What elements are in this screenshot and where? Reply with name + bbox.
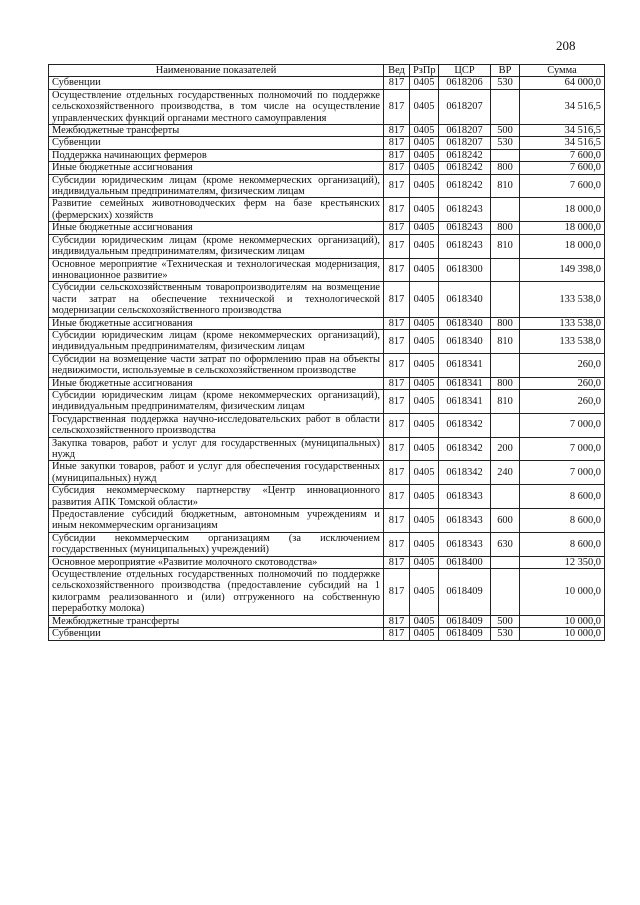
cell-sum: 18 000,0	[520, 222, 605, 234]
table-row	[49, 174, 605, 198]
cell-vr: 500	[491, 615, 520, 627]
cell-ved: 817	[384, 162, 410, 174]
cell-csr: 0618343	[439, 485, 491, 509]
cell-vr: 530	[491, 628, 520, 640]
cell-sum: 133 538,0	[520, 282, 605, 317]
cell-sum: 34 516,5	[520, 89, 605, 124]
cell-csr: 0618207	[439, 137, 491, 149]
table-row	[49, 77, 605, 89]
cell-sum: 10 000,0	[520, 569, 605, 616]
table-row	[49, 149, 605, 161]
cell-csr: 0618342	[439, 437, 491, 461]
cell-rzpr: 0405	[410, 222, 439, 234]
cell-csr: 0618343	[439, 532, 491, 556]
table-row	[49, 258, 605, 282]
cell-name: Субвенции	[49, 137, 384, 149]
cell-ved: 817	[384, 532, 410, 556]
cell-ved: 817	[384, 628, 410, 640]
cell-sum: 8 600,0	[520, 485, 605, 509]
cell-vr	[491, 353, 520, 377]
cell-sum: 12 350,0	[520, 556, 605, 568]
table-row	[49, 329, 605, 353]
cell-ved: 817	[384, 437, 410, 461]
cell-vr	[491, 198, 520, 222]
cell-rzpr: 0405	[410, 317, 439, 329]
cell-ved: 817	[384, 353, 410, 377]
table-row	[49, 389, 605, 413]
table-row	[49, 485, 605, 509]
cell-vr	[491, 413, 520, 437]
header-name: Наименование показателей	[49, 65, 384, 77]
table-row	[49, 532, 605, 556]
cell-sum: 18 000,0	[520, 234, 605, 258]
cell-name: Межбюджетные трансферты	[49, 125, 384, 137]
cell-csr: 0618242	[439, 149, 491, 161]
cell-sum: 8 600,0	[520, 509, 605, 533]
cell-vr	[491, 485, 520, 509]
cell-rzpr: 0405	[410, 198, 439, 222]
table-row	[49, 282, 605, 317]
cell-csr: 0618243	[439, 198, 491, 222]
budget-table	[48, 64, 605, 641]
cell-vr: 240	[491, 461, 520, 485]
cell-vr: 530	[491, 137, 520, 149]
cell-ved: 817	[384, 149, 410, 161]
header-vr: ВР	[491, 65, 520, 77]
cell-name: Государственная поддержка научно-исследовательских работ в области сельскохозяйственного производства	[49, 413, 384, 437]
cell-rzpr: 0405	[410, 437, 439, 461]
cell-csr: 0618409	[439, 569, 491, 616]
cell-name: Субсидии юридическим лицам (кроме некоммерческих организаций), индивидуальным предпринимателям, физическим лицам	[49, 174, 384, 198]
cell-rzpr: 0405	[410, 461, 439, 485]
cell-csr: 0618341	[439, 389, 491, 413]
cell-vr: 800	[491, 317, 520, 329]
table-row	[49, 437, 605, 461]
cell-csr: 0618409	[439, 615, 491, 627]
cell-rzpr: 0405	[410, 532, 439, 556]
cell-rzpr: 0405	[410, 413, 439, 437]
cell-name: Иные бюджетные ассигнования	[49, 162, 384, 174]
cell-rzpr: 0405	[410, 377, 439, 389]
header-csr: ЦСР	[439, 65, 491, 77]
cell-csr: 0618206	[439, 77, 491, 89]
cell-csr: 0618341	[439, 353, 491, 377]
cell-rzpr: 0405	[410, 569, 439, 616]
cell-name: Развитие семейных животноводческих ферм на базе крестьянских (фермерских) хозяйств	[49, 198, 384, 222]
cell-ved: 817	[384, 198, 410, 222]
cell-csr: 0618409	[439, 628, 491, 640]
page-number: 208	[556, 38, 576, 53]
cell-name: Субсидии юридическим лицам (кроме некоммерческих организаций), индивидуальным предпринимателям, физическим лицам	[49, 329, 384, 353]
cell-sum: 34 516,5	[520, 125, 605, 137]
cell-ved: 817	[384, 329, 410, 353]
table-row	[49, 413, 605, 437]
cell-vr	[491, 89, 520, 124]
cell-name: Осуществление отдельных государственных полномочий по поддержке сельскохозяйственного производства (предоставление субсидий на 1 килограмм реализованного и (или) отгруженного на собственную переработку молока)	[49, 569, 384, 616]
cell-ved: 817	[384, 461, 410, 485]
cell-sum: 133 538,0	[520, 317, 605, 329]
cell-name: Осуществление отдельных государственных полномочий по поддержке сельскохозяйственного производства, в том числе на осуществление управленческих функций органами местного самоуправления	[49, 89, 384, 124]
table-row	[49, 377, 605, 389]
cell-name: Основное мероприятие «Техническая и технологическая модернизация, инновационное развитие»	[49, 258, 384, 282]
cell-name: Субсидии на возмещение части затрат по оформлению прав на объекты недвижимости, используемые в сельскохозяйственном производстве	[49, 353, 384, 377]
cell-rzpr: 0405	[410, 174, 439, 198]
cell-sum: 8 600,0	[520, 532, 605, 556]
cell-vr: 200	[491, 437, 520, 461]
table-row	[49, 137, 605, 149]
cell-rzpr: 0405	[410, 77, 439, 89]
cell-ved: 817	[384, 413, 410, 437]
cell-vr: 810	[491, 389, 520, 413]
cell-csr: 0618341	[439, 377, 491, 389]
cell-vr: 810	[491, 234, 520, 258]
cell-name: Субвенции	[49, 628, 384, 640]
cell-vr: 630	[491, 532, 520, 556]
cell-ved: 817	[384, 77, 410, 89]
cell-rzpr: 0405	[410, 234, 439, 258]
table-row	[49, 556, 605, 568]
table-row	[49, 198, 605, 222]
cell-ved: 817	[384, 377, 410, 389]
table-row	[49, 461, 605, 485]
cell-csr: 0618340	[439, 329, 491, 353]
cell-rzpr: 0405	[410, 282, 439, 317]
cell-rzpr: 0405	[410, 329, 439, 353]
cell-vr: 500	[491, 125, 520, 137]
cell-name: Субсидия некоммерческому партнерству «Центр инновационного развития АПК Томской области»	[49, 485, 384, 509]
header-rzpr: РзПр	[410, 65, 439, 77]
cell-csr: 0618300	[439, 258, 491, 282]
cell-vr: 530	[491, 77, 520, 89]
cell-sum: 7 000,0	[520, 461, 605, 485]
cell-sum: 10 000,0	[520, 615, 605, 627]
cell-csr: 0618342	[439, 413, 491, 437]
cell-name: Иные бюджетные ассигнования	[49, 222, 384, 234]
cell-csr: 0618207	[439, 89, 491, 124]
cell-ved: 817	[384, 282, 410, 317]
table-row	[49, 234, 605, 258]
cell-sum: 10 000,0	[520, 628, 605, 640]
cell-ved: 817	[384, 569, 410, 616]
cell-name: Субсидии сельскохозяйственным товаропроизводителям на возмещение части затрат на обеспечение технической и технологической модернизации сельскохозяйственного производства	[49, 282, 384, 317]
cell-vr: 810	[491, 174, 520, 198]
header-sum: Сумма	[520, 65, 605, 77]
cell-ved: 817	[384, 174, 410, 198]
table-header-row	[49, 65, 605, 77]
cell-rzpr: 0405	[410, 615, 439, 627]
cell-name: Субсидии юридическим лицам (кроме некоммерческих организаций), индивидуальным предпринимателям, физическим лицам	[49, 389, 384, 413]
cell-ved: 817	[384, 89, 410, 124]
cell-name: Иные бюджетные ассигнования	[49, 377, 384, 389]
cell-csr: 0618340	[439, 317, 491, 329]
cell-vr	[491, 556, 520, 568]
cell-ved: 817	[384, 222, 410, 234]
table-row	[49, 222, 605, 234]
cell-csr: 0618243	[439, 222, 491, 234]
cell-vr: 810	[491, 329, 520, 353]
cell-sum: 34 516,5	[520, 137, 605, 149]
table-row	[49, 162, 605, 174]
cell-rzpr: 0405	[410, 137, 439, 149]
cell-sum: 260,0	[520, 377, 605, 389]
cell-sum: 7 000,0	[520, 413, 605, 437]
cell-vr: 600	[491, 509, 520, 533]
cell-ved: 817	[384, 389, 410, 413]
cell-sum: 133 538,0	[520, 329, 605, 353]
cell-name: Субсидии некоммерческим организациям (за исключением государственных (муниципальных) учреждений)	[49, 532, 384, 556]
cell-rzpr: 0405	[410, 258, 439, 282]
cell-rzpr: 0405	[410, 353, 439, 377]
cell-name: Межбюджетные трансферты	[49, 615, 384, 627]
cell-rzpr: 0405	[410, 485, 439, 509]
cell-vr: 800	[491, 222, 520, 234]
table-row	[49, 89, 605, 124]
cell-rzpr: 0405	[410, 509, 439, 533]
table-row	[49, 317, 605, 329]
cell-csr: 0618242	[439, 174, 491, 198]
cell-ved: 817	[384, 615, 410, 627]
cell-name: Субсидии юридическим лицам (кроме некоммерческих организаций), индивидуальным предпринимателям, физическим лицам	[49, 234, 384, 258]
cell-sum: 260,0	[520, 353, 605, 377]
cell-csr: 0618400	[439, 556, 491, 568]
cell-csr: 0618340	[439, 282, 491, 317]
table-row	[49, 125, 605, 137]
cell-rzpr: 0405	[410, 556, 439, 568]
cell-name: Субвенции	[49, 77, 384, 89]
cell-name: Иные закупки товаров, работ и услуг для обеспечения государственных (муниципальных) нужд	[49, 461, 384, 485]
cell-sum: 64 000,0	[520, 77, 605, 89]
cell-vr	[491, 258, 520, 282]
cell-csr: 0618207	[439, 125, 491, 137]
cell-vr	[491, 569, 520, 616]
cell-rzpr: 0405	[410, 389, 439, 413]
cell-sum: 260,0	[520, 389, 605, 413]
cell-name: Основное мероприятие «Развитие молочного скотоводства»	[49, 556, 384, 568]
cell-ved: 817	[384, 509, 410, 533]
cell-rzpr: 0405	[410, 149, 439, 161]
cell-vr	[491, 282, 520, 317]
cell-sum: 18 000,0	[520, 198, 605, 222]
cell-name: Поддержка начинающих фермеров	[49, 149, 384, 161]
cell-sum: 7 600,0	[520, 149, 605, 161]
cell-csr: 0618242	[439, 162, 491, 174]
cell-csr: 0618343	[439, 509, 491, 533]
cell-vr: 800	[491, 162, 520, 174]
cell-ved: 817	[384, 258, 410, 282]
cell-sum: 7 600,0	[520, 174, 605, 198]
cell-ved: 817	[384, 556, 410, 568]
table-row	[49, 615, 605, 627]
table-row	[49, 628, 605, 640]
table-row	[49, 353, 605, 377]
cell-ved: 817	[384, 234, 410, 258]
cell-ved: 817	[384, 317, 410, 329]
cell-name: Предоставление субсидий бюджетным, автономным учреждениям и иным некоммерческим организациям	[49, 509, 384, 533]
table-row	[49, 509, 605, 533]
cell-sum: 149 398,0	[520, 258, 605, 282]
cell-ved: 817	[384, 485, 410, 509]
cell-name: Иные бюджетные ассигнования	[49, 317, 384, 329]
cell-vr: 800	[491, 377, 520, 389]
cell-rzpr: 0405	[410, 162, 439, 174]
cell-rzpr: 0405	[410, 628, 439, 640]
header-ved: Вед	[384, 65, 410, 77]
cell-sum: 7 000,0	[520, 437, 605, 461]
cell-ved: 817	[384, 137, 410, 149]
cell-csr: 0618243	[439, 234, 491, 258]
cell-vr	[491, 149, 520, 161]
cell-rzpr: 0405	[410, 89, 439, 124]
table-row	[49, 569, 605, 616]
cell-ved: 817	[384, 125, 410, 137]
cell-name: Закупка товаров, работ и услуг для государственных (муниципальных) нужд	[49, 437, 384, 461]
cell-rzpr: 0405	[410, 125, 439, 137]
cell-sum: 7 600,0	[520, 162, 605, 174]
cell-csr: 0618342	[439, 461, 491, 485]
